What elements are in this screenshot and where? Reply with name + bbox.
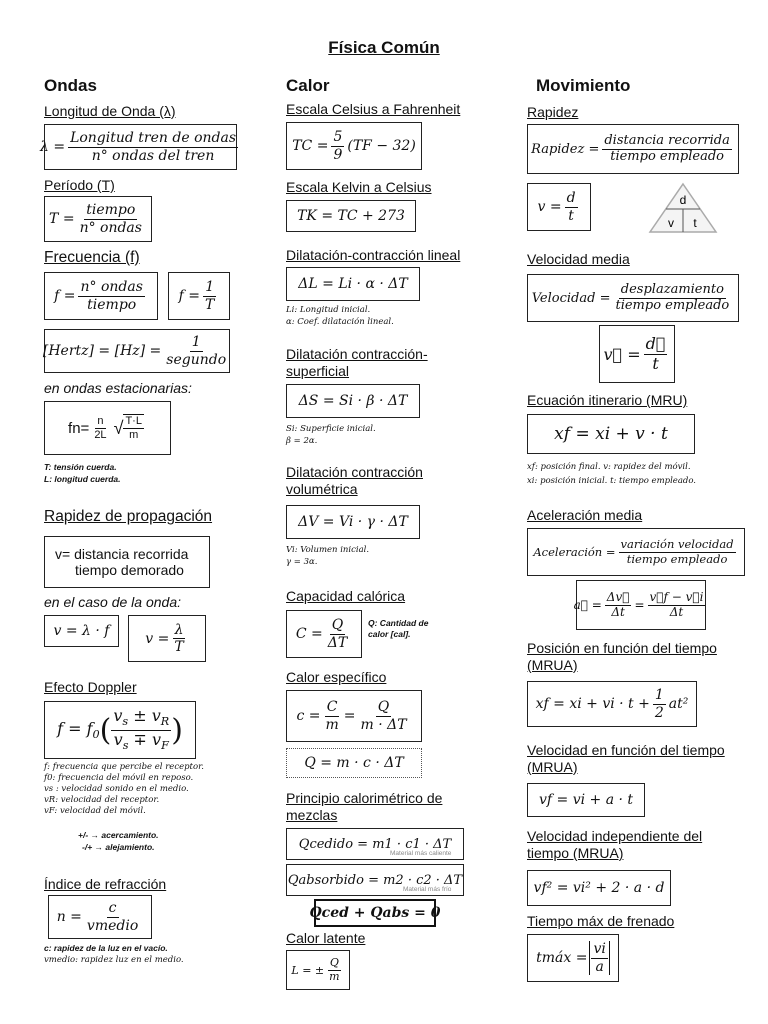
- refraccion-label: Índice de refracción: [44, 876, 167, 892]
- numerator: T·L: [125, 415, 142, 428]
- luz-medio-note: vmedio: rapidez luz en el medio.: [44, 955, 184, 965]
- fraction: [327, 957, 341, 983]
- superficial-note: β = 2α.: [286, 436, 318, 446]
- formula-part: at²: [668, 696, 689, 712]
- especifico-label: Calor específico: [286, 669, 387, 685]
- capacidad-note: Q: Cantidad de calor [cal].: [368, 618, 429, 639]
- numerator: λ: [174, 621, 184, 638]
- denominator: 9: [333, 146, 343, 163]
- kelvin-label: Escala Kelvin a Celsius: [286, 179, 432, 195]
- ondas-heading: Ondas: [44, 76, 97, 95]
- velocidad-label: Velocidad media: [527, 251, 630, 267]
- fraction: [565, 190, 578, 223]
- velocidad-vector-formula: [599, 325, 675, 383]
- volumetrica-note: Vi: Volumen inicial.: [286, 545, 370, 555]
- itinerario-label: Ecuación itinerario (MRU): [527, 392, 688, 408]
- denominator: 2: [654, 704, 664, 721]
- caso-onda-label: en el caso de la onda:: [44, 594, 181, 610]
- superficial-label: Dilatación contracción-superficial: [286, 346, 428, 379]
- denominator: tiempo empleado: [610, 148, 724, 164]
- denominator: n° ondas del tren: [91, 147, 215, 164]
- denominator: $v_s \mp v_F$: [113, 729, 169, 752]
- numerator: v⃗f − v⃗i: [649, 589, 704, 604]
- periodo-label: Período (T): [44, 177, 115, 193]
- material-caliente-tag: Material más caliente: [390, 850, 452, 857]
- calor-formula: Q = m · c · ΔT: [286, 748, 422, 778]
- numerator: d⃗: [645, 334, 666, 354]
- volumetrica-label: Dilatación contracción volumétrica: [286, 464, 423, 497]
- rapidez-line2: tiempo demorado: [75, 562, 184, 578]
- lineal-note: α: Coef. dilatación lineal.: [286, 317, 394, 327]
- numerator: 1: [654, 687, 664, 704]
- calor-heading: Calor: [286, 76, 330, 95]
- paren-close-icon: ): [171, 712, 183, 748]
- fraction: [613, 283, 731, 314]
- formula-lhs: tmáx =: [536, 950, 588, 966]
- formula-lhs: a⃗ =: [573, 598, 602, 612]
- formula-lhs: Aceleración =: [533, 545, 616, 559]
- denominator: Δt: [669, 604, 684, 619]
- doppler-note: vR: velocidad del receptor.: [44, 795, 160, 805]
- q-absorbido-formula: Qabsorbido = m2 · c2 · ΔT: [286, 864, 464, 896]
- denominator: segundo: [166, 351, 227, 368]
- celsius-label: Escala Celsius a Fahrenheit: [286, 101, 461, 117]
- formula-lhs: v =: [145, 630, 170, 647]
- velocidad-formula: [527, 274, 739, 322]
- numerator: tiempo: [86, 202, 136, 219]
- rapidez-line1: v= distancia recorrida: [55, 546, 189, 562]
- aceleracion-label: Aceleración media: [527, 507, 643, 523]
- volumetrica-note: γ = 3α.: [286, 557, 318, 567]
- doppler-note: f: frecuencia que percibe el receptor.: [44, 762, 204, 772]
- longitud-onda-label: Longitud de Onda (λ): [44, 103, 176, 119]
- formula-lhs: T =: [49, 211, 75, 227]
- equals-sign: =: [343, 708, 356, 724]
- numerator: $v_s \pm v_R$: [113, 706, 170, 729]
- formula-lhs: n =: [56, 909, 82, 925]
- q-cedido-formula: Qcedido = m1 · c1 · ΔT: [286, 828, 464, 860]
- formula-lhs: v⃗ =: [603, 344, 641, 364]
- capacidad-label: Capacidad calórica: [286, 588, 406, 604]
- capacidad-formula: [286, 610, 362, 658]
- celsius-formula: [286, 122, 422, 170]
- frecuencia-formula-periodo: [168, 272, 230, 320]
- denominator: t: [568, 207, 574, 224]
- denominator: 2L: [94, 428, 107, 441]
- frecuencia-formula-ondas: [44, 272, 158, 320]
- numerator: distancia recorrida: [604, 132, 730, 148]
- acercamiento-note: +/- → acercamiento.: [78, 830, 159, 840]
- formula-lhs: f =: [178, 288, 201, 304]
- numerator: Q: [331, 617, 344, 634]
- doppler-note: vF: velocidad del móvil.: [44, 806, 146, 816]
- hertz-formula: [44, 329, 230, 373]
- denominator: vmedio: [86, 917, 139, 934]
- numerator: Q: [329, 955, 339, 969]
- formula-lhs: v =: [537, 199, 562, 215]
- volumetrica-formula: ΔV = Vi · γ · ΔT: [286, 505, 420, 539]
- numerator: desplazamiento: [620, 281, 724, 297]
- balance-formula: Qced + Qabs = 0: [314, 899, 436, 927]
- formula-part: xf = xi + vi · t +: [535, 696, 650, 712]
- fraction: [653, 687, 666, 720]
- lineal-label: Dilatación-contracción lineal: [286, 247, 461, 263]
- movimiento-heading: Movimiento: [536, 76, 631, 95]
- denominator: Δt: [611, 604, 625, 619]
- formula-lhs: λ =: [40, 139, 66, 155]
- numerator: vi: [593, 941, 606, 958]
- numerator: Q: [377, 699, 390, 716]
- fraction: [92, 415, 108, 441]
- numerator: d: [566, 190, 576, 207]
- frenado-label: Tiempo máx de frenado: [527, 913, 675, 929]
- numerator: Longitud tren de ondas: [70, 130, 237, 147]
- fraction: [164, 334, 228, 367]
- denominator: tiempo: [87, 296, 137, 313]
- posicion-label: Posición en función del tiempo (MRUA): [527, 640, 717, 673]
- mezclas-label: Principio calorimétrico de mezclas: [286, 790, 443, 823]
- fraction: [111, 707, 171, 752]
- paren-open-icon: (: [99, 712, 112, 748]
- formula-lhs: f =: [54, 288, 76, 304]
- longitud-note: L: longitud cuerda.: [44, 474, 121, 484]
- fraction: [172, 622, 185, 655]
- aceleracion-formula: [527, 528, 745, 576]
- v-formula: [527, 183, 591, 231]
- velfun-formula: vf = vi + a · t: [527, 783, 645, 817]
- denominator: m: [329, 969, 340, 983]
- fraction: [78, 202, 144, 235]
- estacionarias-label: en ondas estacionarias:: [44, 380, 192, 396]
- triangle-v-label: v: [668, 216, 674, 230]
- luz-vacio-note: c: rapidez de la luz en el vacío.: [44, 943, 168, 953]
- rapidez-propagacion-formula: [44, 536, 210, 588]
- aceleracion-vector-formula: [573, 580, 706, 630]
- page-title: Física Común: [328, 38, 440, 57]
- fraction: [605, 591, 632, 620]
- denominator: a: [595, 958, 604, 975]
- fraction: [85, 900, 140, 933]
- abs-value: [589, 941, 609, 974]
- latente-formula: [286, 950, 350, 990]
- fraction: [358, 699, 408, 732]
- itinerario-note: xf: posición final. v: rapidez del móvil.: [527, 462, 691, 472]
- fraction: [203, 279, 216, 312]
- denominator: ΔT: [327, 634, 348, 651]
- longitud-onda-formula: [40, 124, 237, 170]
- equals-sign: =: [634, 598, 645, 612]
- doppler-formula: [44, 701, 196, 759]
- numerator: c: [108, 900, 117, 917]
- rapidez-formula: [527, 124, 739, 174]
- posicion-formula: [527, 681, 697, 727]
- especifico-formula: [286, 690, 422, 742]
- denominator: T: [174, 639, 184, 655]
- triangle-d-label: d: [679, 193, 687, 207]
- denominator: m: [129, 429, 139, 441]
- formula-rest: (TF − 32): [347, 138, 416, 154]
- denominator: tiempo empleado: [626, 551, 728, 566]
- numerator: variación velocidad: [620, 537, 734, 552]
- numerator: 1: [191, 334, 201, 351]
- formula-lhs: [Hertz] = [Hz] =: [42, 343, 162, 359]
- numerator: n: [97, 414, 104, 427]
- fraction: [648, 591, 706, 620]
- numerator: Δv⃗: [606, 589, 630, 604]
- numerator: n° ondas: [80, 279, 143, 296]
- formula-lhs: C =: [295, 626, 323, 642]
- refraccion-formula: [48, 895, 152, 939]
- velind-label: Velocidad independiente del tiempo (MRUA): [527, 828, 703, 861]
- alejamiento-note: -/+ → alejamiento.: [82, 842, 155, 852]
- formula-lhs: Velocidad =: [531, 290, 611, 306]
- kelvin-formula: TK = TC + 273: [286, 200, 416, 232]
- rapidez-propagacion-label: Rapidez de propagación: [44, 508, 213, 525]
- frecuencia-label: Frecuencia (f): [44, 249, 140, 266]
- numerator: 1: [205, 279, 215, 296]
- frenado-formula: [527, 934, 619, 982]
- triangle-icon: [648, 182, 718, 234]
- onda-formula-frecuencia: v = λ · f: [44, 615, 119, 647]
- denominator: tiempo empleado: [615, 297, 730, 313]
- fraction: [619, 538, 736, 565]
- fraction: [331, 129, 344, 162]
- triangle-t-label: t: [693, 216, 697, 230]
- formula-static: $f = f_0$: [57, 718, 100, 742]
- estacionaria-formula: [44, 401, 171, 455]
- velind-formula: vf² = vi² + 2 · a · d: [527, 870, 671, 906]
- denominator: t: [652, 353, 659, 373]
- sqrt-icon: √: [113, 417, 124, 438]
- material-frio-tag: Material más frío: [403, 886, 452, 893]
- onda-formula-periodo: [128, 615, 206, 662]
- superficial-formula: ΔS = Si · β · ΔT: [286, 384, 420, 418]
- doppler-note: f0: frecuencia del móvil en reposo.: [44, 773, 194, 783]
- fraction: [602, 134, 732, 165]
- doppler-label: Efecto Doppler: [44, 679, 137, 695]
- formula-lhs: fn=: [68, 419, 90, 437]
- fraction: [591, 941, 607, 974]
- formula-lhs: Rapidez =: [531, 141, 600, 157]
- formula-lhs: c =: [296, 708, 321, 724]
- velfun-label: Velocidad en función del tiempo (MRUA): [527, 742, 725, 775]
- fraction: [68, 130, 238, 163]
- rapidez-label: Rapidez: [527, 104, 579, 120]
- formula-lhs: L = ±: [291, 963, 325, 977]
- fraction: [644, 335, 668, 373]
- numerator: 5: [333, 129, 343, 146]
- fraction: [326, 617, 349, 650]
- superficial-note: Si: Superficie inicial.: [286, 424, 376, 434]
- fraction-root: [123, 414, 144, 441]
- fraction: [78, 279, 144, 312]
- lineal-formula: ΔL = Li · α · ΔT: [286, 267, 420, 301]
- fraction: [323, 699, 340, 732]
- periodo-formula: [44, 196, 152, 242]
- denominator: T: [205, 296, 215, 313]
- latente-label: Calor latente: [286, 930, 366, 946]
- numerator: C: [326, 699, 338, 716]
- denominator: m · ΔT: [360, 716, 407, 733]
- formula-lhs: TC =: [292, 138, 329, 154]
- tension-note: T: tensión cuerda.: [44, 462, 117, 472]
- doppler-note: vs : velocidad sonido en el medio.: [44, 784, 189, 794]
- itinerario-formula: xf = xi + v · t: [527, 414, 695, 454]
- denominator: m: [325, 716, 339, 733]
- doppler-notes: [44, 762, 204, 817]
- itinerario-note: xi: posición inicial. t: tiempo empleado.: [527, 476, 696, 486]
- denominator: n° ondas: [79, 219, 142, 236]
- lineal-note: Li: Longitud inicial.: [286, 305, 371, 315]
